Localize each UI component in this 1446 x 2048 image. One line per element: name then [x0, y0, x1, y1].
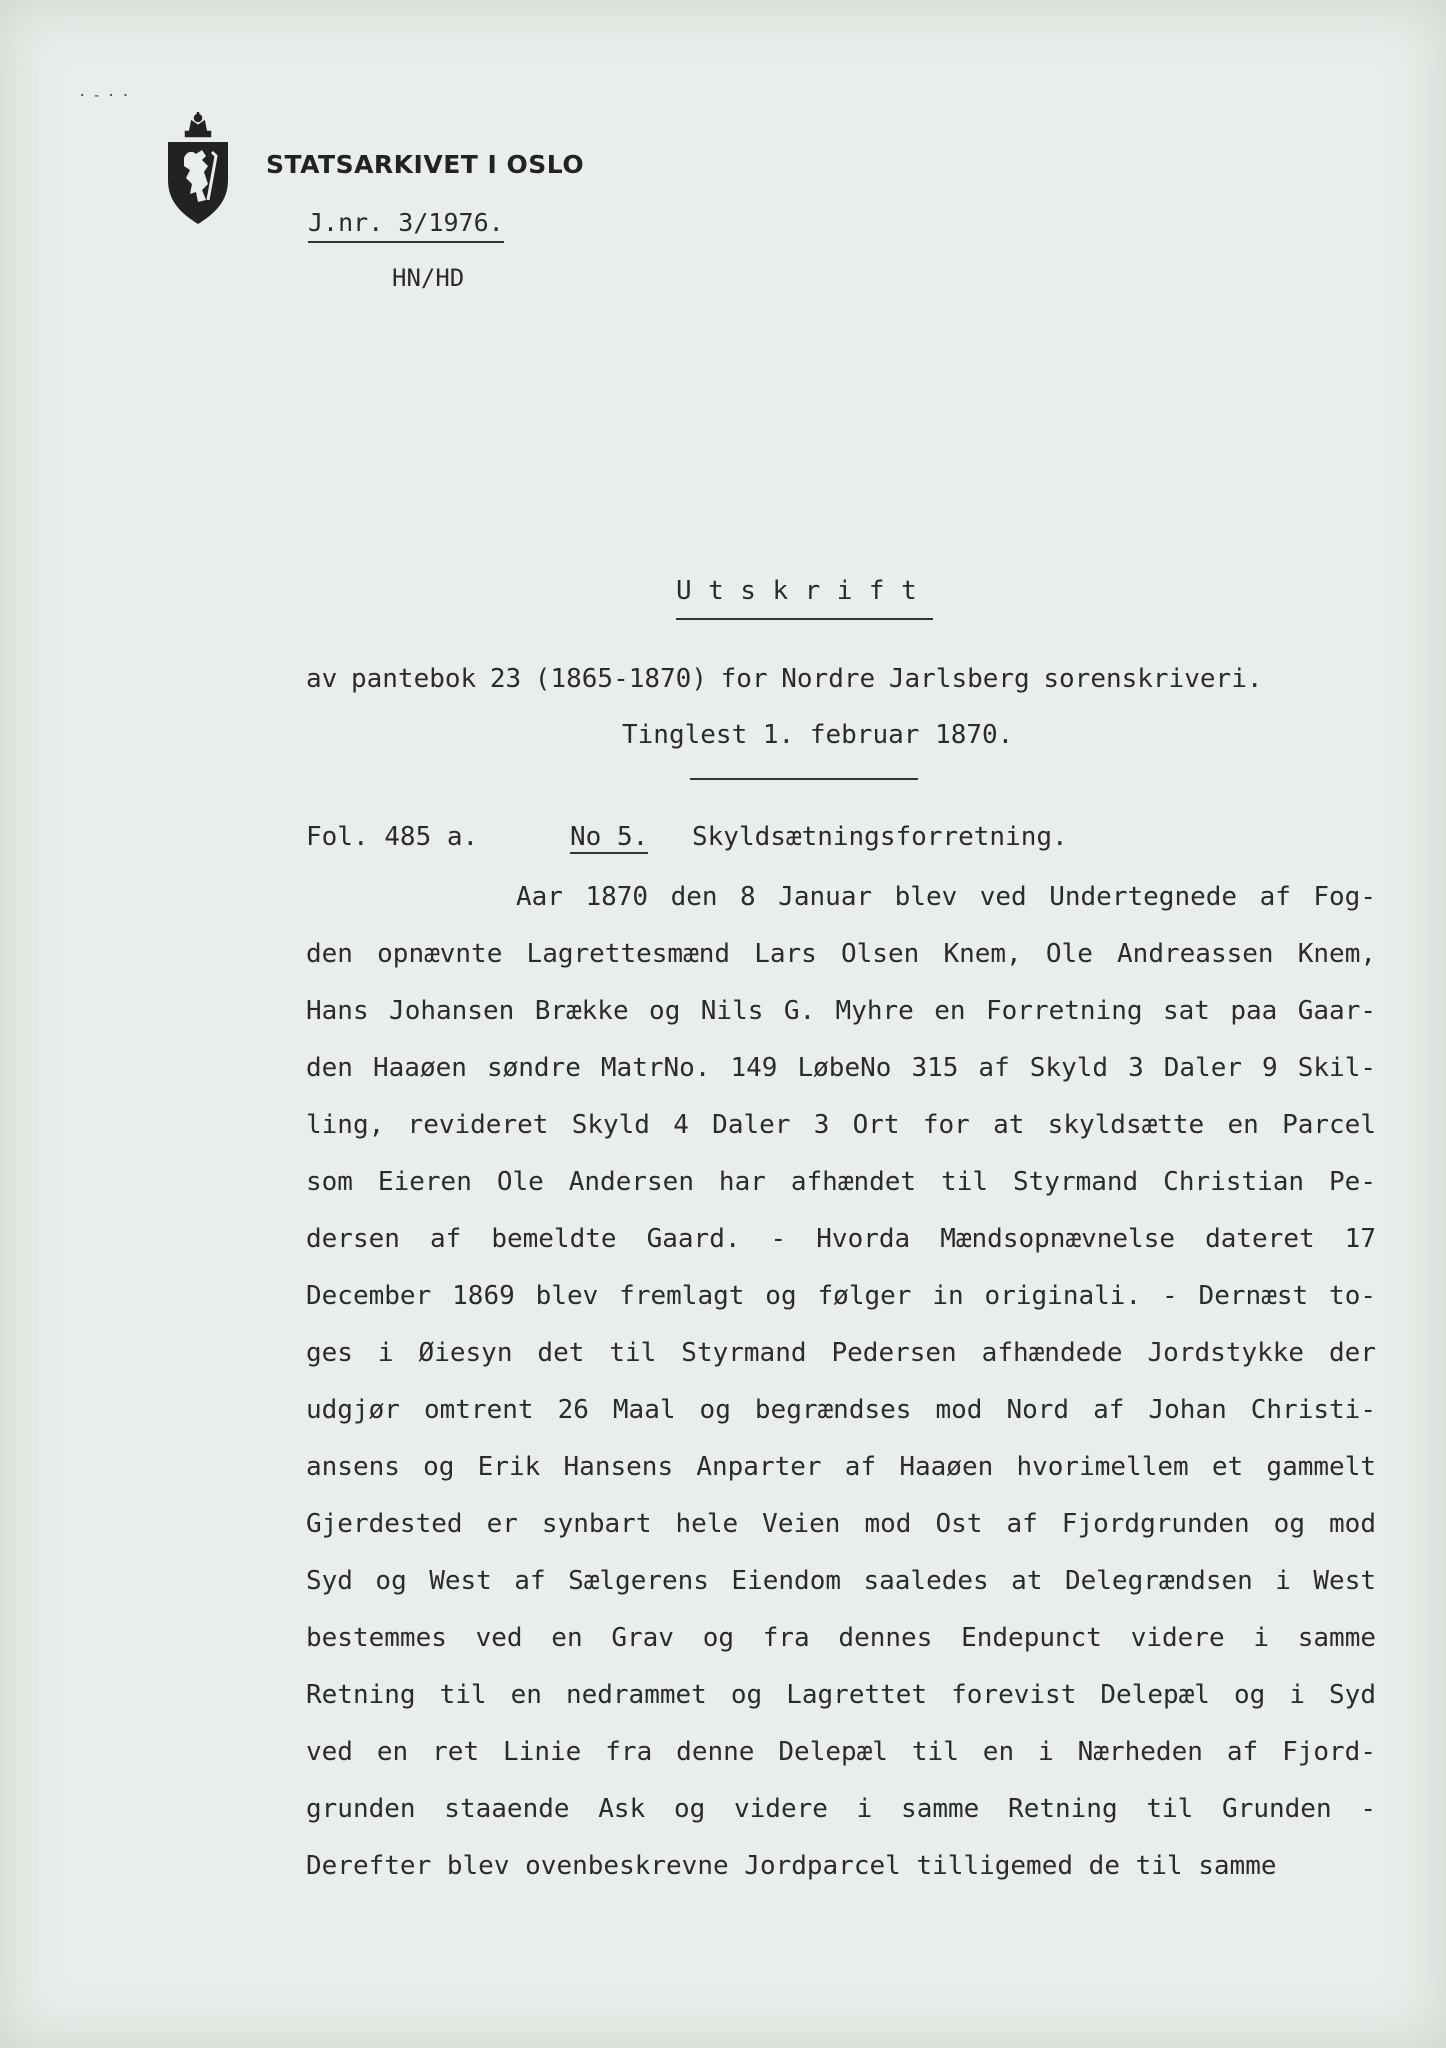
journal-number: J.nr. 3/1976.: [308, 208, 504, 243]
body-line: ges i Øiesyn det til Styrmand Pedersen afhændede Jordstykke der: [306, 1338, 1376, 1368]
body-line: ling, revideret Skyld 4 Daler 3 Ort for at skyldsætte en Parcel: [306, 1110, 1376, 1140]
body-line: som Eieren Ole Andersen har afhændet til Styrmand Christian Pe-: [306, 1167, 1376, 1197]
institution-name: STATSARKIVET I OSLO: [266, 150, 585, 179]
body-line: ved en ret Linie fra denne Delepæl til en i Nærheden af Fjord-: [306, 1737, 1376, 1767]
body-line: den opnævnte Lagrettesmænd Lars Olsen Knem, Ole Andreassen Knem,: [306, 939, 1376, 969]
coat-of-arms-icon: [162, 110, 234, 226]
divider-rule: [690, 778, 918, 780]
entry-heading: Skyldsætningsforretning.: [692, 822, 1068, 852]
initials: HN/HD: [392, 264, 465, 292]
entry-number-text: No 5.: [570, 822, 649, 852]
body-line: ansens og Erik Hansens Anparter af Haaøen hvorimellem et gammelt: [306, 1452, 1376, 1482]
body-line: dersen af bemeldte Gaard. - Hvorda Mændsopnævnelse dateret 17: [306, 1224, 1376, 1254]
body-line: Aar 1870 den 8 Januar blev ved Undertegnede af Fog-: [516, 882, 1376, 912]
body-line: Derefter blev ovenbeskrevne Jordparcel tilligemed de til samme: [306, 1851, 1277, 1881]
document-subtitle: av pantebok 23 (1865-1870) for Nordre Jarlsberg sorenskriveri.: [306, 664, 1263, 694]
body-line: Hans Johansen Brække og Nils G. Myhre en Forretning sat paa Gaar-: [306, 996, 1376, 1026]
body-line: Syd og West af Sælgerens Eiendom saaledes at Delegrændsen i West: [306, 1566, 1376, 1596]
entry-number: [570, 822, 648, 852]
folio-reference: Fol. 485 a.: [306, 822, 479, 852]
body-line: Retning til en nedrammet og Lagrettet forevist Delepæl og i Syd: [306, 1680, 1376, 1710]
scan-specks: ·-··: [78, 88, 136, 104]
registration-date: Tinglest 1. februar 1870.: [622, 720, 1014, 750]
document-title: Utskrift: [676, 576, 933, 620]
body-line: grunden staaende Ask og videre i samme Retning til Grunden -: [306, 1794, 1376, 1824]
body-line: udgjør omtrent 26 Maal og begrændses mod Nord af Johan Christi-: [306, 1395, 1376, 1425]
body-line: den Haaøen søndre MatrNo. 149 LøbeNo 315 af Skyld 3 Daler 9 Skil-: [306, 1053, 1376, 1083]
body-line: Gjerdested er synbart hele Veien mod Ost af Fjordgrunden og mod: [306, 1509, 1376, 1539]
body-line: bestemmes ved en Grav og fra dennes Endepunct videre i samme: [306, 1623, 1376, 1653]
body-line: December 1869 blev fremlagt og følger in originali. - Dernæst to-: [306, 1281, 1376, 1311]
